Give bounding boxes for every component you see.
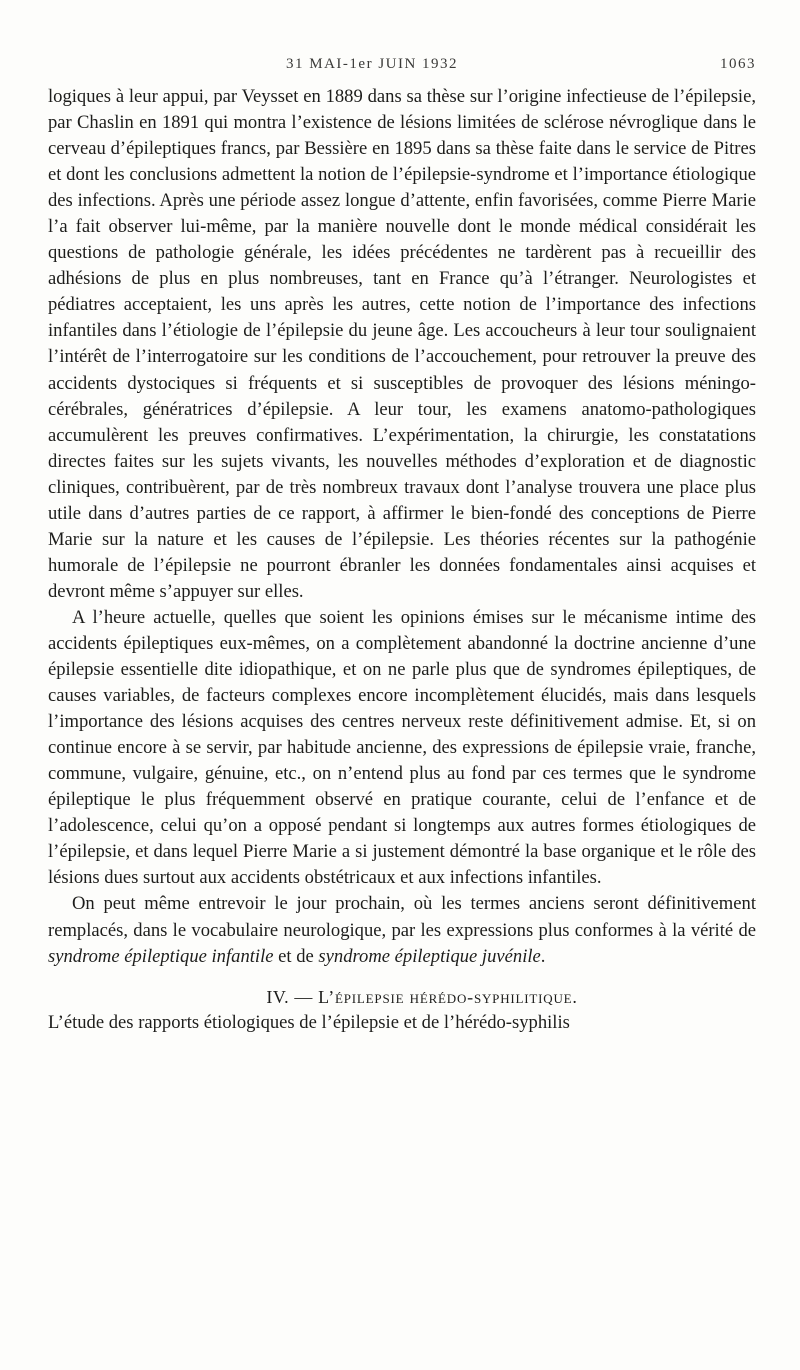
page-number: 1063: [720, 56, 756, 72]
paragraph-2: A l’heure actuelle, quelles que soient les opinions émises sur le mécanisme intime des accidents épileptiques eux-mêmes, on a complètement abandonné la doctrine ancienne d’une épilepsie essentielle dite idiopathique, et on ne parle plus que de syndromes épileptiques, de causes variables, de facteurs complexes encore incomplètement élucidés, mais dans lesquels l’importance des lésions acquises des centres nerveux reste définitivement admise. Et, si on continue encore à se servir, par habitude ancienne, des expressions de épilepsie vraie, franche, commune, vulgaire, génuine, etc., on n’entend plus au fond par ces termes que le syndrome épileptique le plus fréquemment observé en pratique courante, celui de l’enfance et de l’adolescence, celui qu’on a opposé pendant si longtemps aux autres formes étiologiques de l’épilepsie, et dans lequel Pierre Marie a si justement démontré la base organique et le rôle des lésions dues surtout aux accidents obstétricaux et aux infections infantiles.: [48, 606, 756, 889]
section-title-text: L’épilepsie hérédo-syphilitique.: [318, 986, 578, 1007]
italic-term-infantile: syndrome épileptique infantile: [48, 945, 274, 967]
section-first-paragraph: L’étude des rapports étiologiques de l’épilepsie et de l’hérédo-syphilis: [48, 1011, 570, 1033]
running-head: [0, 56, 800, 80]
paragraph-3: [48, 891, 756, 969]
paragraph-3-text: On peut même entrevoir le jour prochain, où les termes anciens seront définitivement remplacés, dans le vocabulaire neurologique, par les expressions plus conformes à la vérité de: [48, 893, 756, 941]
running-head-date: 31 MAI-1er JUIN 1932: [286, 56, 459, 72]
paragraph-1: logiques à leur appui, par Veysset en 1889 dans sa thèse sur l’origine infectieuse de l’épilepsie, par Chaslin en 1891 qui montra l’existence de lésions limitées de sclérose névroglique dans le cerveau d’épileptiques francs, par Bessière en 1895 dans sa thèse faite dans le service de Pitres et dont les conclusions admettent la notion de l’épilepsie-syndrome et l’importance étiologique des infections. Après une période assez longue d’attente, enfin favorisées, comme Pierre Marie l’a fait observer lui-même, par la manière nouvelle dont le monde médical considérait les questions de pathologie générale, les idées précédentes ne tardèrent pas à recueillir des adhésions de plus en plus nombreuses, tant en France qu’à l’étranger. Neurologistes et pédiatres acceptaient, les uns après les autres, cette notion de l’importance des infections infantiles dans l’étiologie de l’épilepsie du jeune âge. Les accoucheurs à leur tour soulignaient l’intérêt de l’interrogatoire sur les conditions de l’accouchement, pour retrouver la preuve des accidents dystociques si fréquents et si susceptibles de provoquer des lésions méningo-cérébrales, génératrices d’épilepsie. A leur tour, les examens anatomo-pathologiques accumulèrent les preuves confirmatives. L’expérimentation, la chirurgie, les constatations directes faites sur les sujets vivants, les nouvelles méthodes d’exploration et de diagnostic cliniques, contribuèrent, par de très nombreux travaux dont l’analyse trouvera une place plus utile dans d’autres parties de ce rapport, à affirmer le bien-fondé des conceptions de Pierre Marie sur la nature et les causes de l’épilepsie. Les théories récentes sur la pathogénie humorale de l’épilepsie ne pourront ébranler les données fondamentales ainsi acquises et devront même s’appuyer sur elles.: [48, 86, 756, 602]
body-text: [48, 84, 756, 1036]
section-numeral: IV. —: [266, 986, 319, 1007]
section-heading: [48, 984, 756, 1010]
italic-term-juvenile: syndrome épileptique juvénile: [318, 945, 541, 967]
paragraph-3-end: .: [540, 945, 546, 967]
paragraph-3-connector: et de: [273, 945, 319, 967]
